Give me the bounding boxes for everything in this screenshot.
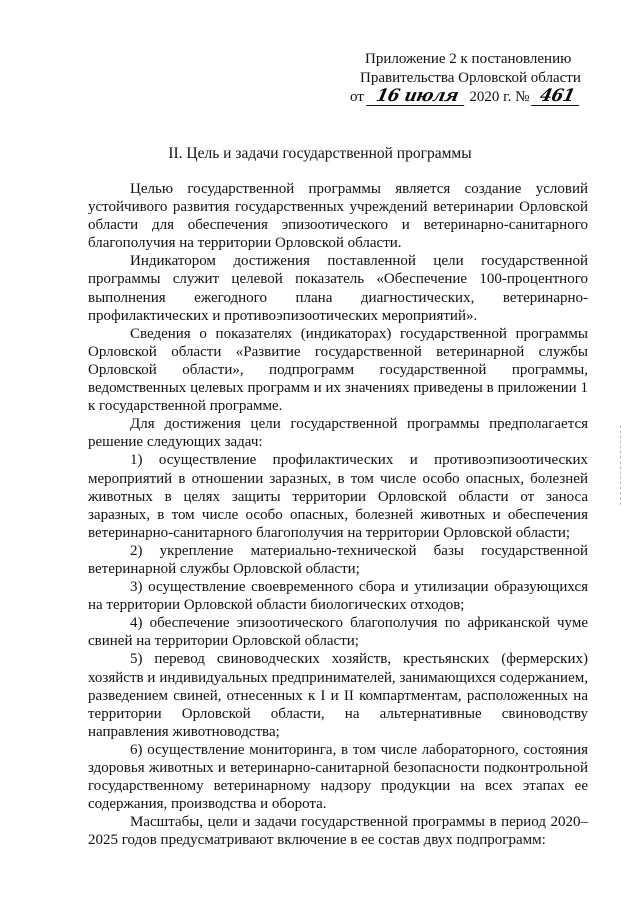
scan-margin-mark xyxy=(620,425,622,505)
paragraph-tasks-intro: Для достижения цели государственной программы предполагается решение следующих задач: xyxy=(88,416,588,451)
appendix-line: Приложение 2 к постановлению xyxy=(365,51,572,67)
date-number-line xyxy=(330,88,600,107)
paragraph-indicators-info: Сведения о показателях (индикаторах) государственной программы Орловской области «Развитие государственной ветеринарной службы Орловской области», подпрограмм государственной программы, ведомственных целевых программ и их значениях приведены в приложении 1 к государственной программе. xyxy=(88,325,588,415)
section-title: II. Цель и задачи государственной программы xyxy=(168,145,472,162)
date-prefix: от xyxy=(350,89,364,105)
paragraph-goal: Целью государственной программы является создание условий устойчивого развития государственных учреждений ветеринарии Орловской области для обеспечения эпизоотического и ветеринарно-санитарного благополучия на территории Орловской области. xyxy=(88,181,588,252)
year-label: 2020 г. № xyxy=(469,89,530,105)
task-item-2: 2) укрепление материально-технической базы государственной ветеринарной службы Орловской области; xyxy=(88,542,588,577)
task-item-6: 6) осуществление мониторинга, в том числе лабораторного, состояния здоровья животных и ветеринарно-санитарной безопасности подконтрольной государственному ветеринарному надзору продукции на всех этапах ее содержания, производства и оборота. xyxy=(88,741,588,813)
appendix-header xyxy=(330,50,600,107)
task-item-1: 1) осуществление профилактических и противоэпизоотических мероприятий в отношении заразных, в том числе особо опасных, болезней животных в целях защиты территории Орловской области от заноса заразных, в том числе особо опасных, болезней животных и обеспечения ветеринарно-санитарного благополучия на территории Орловской области; xyxy=(88,452,588,541)
government-line: Правительства Орловской области xyxy=(360,70,581,86)
paragraph-subprograms: Масштабы, цели и задачи государственной программы в период 2020–2025 годов предусматривают включение в ее состав двух подпрограмм: xyxy=(88,814,588,849)
task-item-5: 5) перевод свиноводческих хозяйств, крестьянских (фермерских) хозяйств и индивидуальных предпринимателей, занимающихся содержанием, разведением свиней, отнесенных к I и II компартментам, расположенных на территории Орловской области, на альтернативные свиноводству направления животноводства; xyxy=(88,651,588,740)
body-text xyxy=(88,180,588,849)
paragraph-indicator: Индикатором достижения поставленной цели государственной программы служит целевой показатель «Обеспечение 100-процентного выполнения ежегодного плана диагностических, ветеринарно-профилактических и противоэпизоотических мероприятий». xyxy=(88,253,588,324)
handwritten-number: 461 xyxy=(531,88,583,106)
handwritten-date: 16 июля xyxy=(366,88,468,106)
task-item-4: 4) обеспечение эпизоотического благополучия по африканской чуме свиней на территории Орловской области; xyxy=(88,615,588,650)
task-item-3: 3) осуществление своевременного сбора и утилизации образующихся на территории Орловской области биологических отходов; xyxy=(88,579,588,614)
